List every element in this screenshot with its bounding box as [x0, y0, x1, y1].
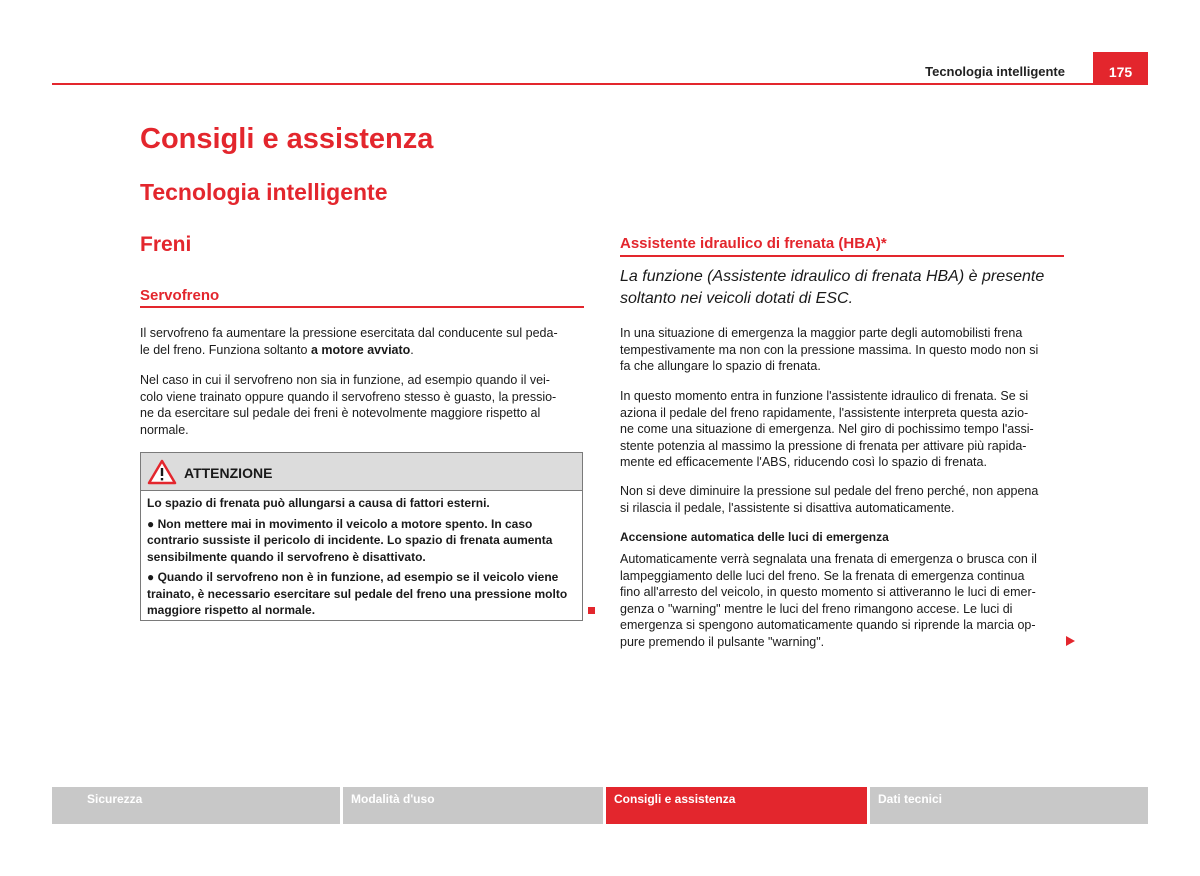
paragraph-hba-4	[620, 551, 1070, 650]
warning-triangle-icon	[147, 459, 177, 485]
paragraph-hba-2	[620, 388, 1070, 471]
text-line: pure premendo il pulsante "warning".	[620, 634, 825, 649]
warning-box	[140, 452, 583, 621]
text-line: In questo momento entra in funzione l'assistente idraulico di frenata. Se si	[620, 389, 1029, 403]
text-line: aziona il pedale del freno rapidamente, l'assistente interpreta questa azio-	[620, 405, 1029, 420]
intro-note	[620, 266, 1065, 309]
tab-modalita-uso[interactable]: Modalità d'uso	[343, 787, 603, 824]
text-line: Automaticamente verrà segnalata una frenata di emergenza o brusca con il	[620, 552, 1037, 566]
text-line: La funzione (Assistente idraulico di frenata HBA) è presente	[620, 268, 1045, 285]
continue-arrow-icon	[1066, 636, 1075, 646]
text-line: In una situazione di emergenza la maggior parte degli automobilisti frena	[620, 326, 1023, 340]
text-line: si rilascia il pedale, l'assistente si disattiva automaticamente.	[620, 500, 955, 515]
text-line: le del freno. Funziona soltanto a motore avviato.	[140, 342, 414, 357]
text-line: ne come una situazione di emergenza. Nel giro di pochissimo tempo l'assi-	[620, 422, 1034, 436]
bold-phrase: a motore avviato	[310, 342, 411, 357]
paragraph-hba-1	[620, 325, 1070, 375]
text-line: genza o "warning" mentre le luci del freno rimangono accese. Le luci di	[620, 601, 1013, 616]
header-rule	[52, 83, 1148, 85]
heading-freni: Freni	[140, 233, 192, 256]
text-line: tempestivamente ma non con la pressione massima. In questo modo non si	[620, 342, 1039, 357]
subheading-servofreno: Servofreno	[140, 287, 220, 304]
warning-header	[141, 453, 582, 491]
text-line: fa che allungare lo spazio di frenata.	[620, 359, 821, 373]
text-line: Non si deve diminuire la pressione sul pedale del freno perché, non appena	[620, 484, 1039, 498]
warning-title: ATTENZIONE	[184, 465, 273, 481]
text-line: ne da esercitare sul pedale dei freni è notevolmente maggiore rispetto al	[140, 406, 541, 420]
text-line: Il servofreno fa aumentare la pressione esercitata dal conducente sul peda-	[140, 326, 558, 340]
warning-lead: Lo spazio di frenata può allungarsi a causa di fattori esterni.	[147, 496, 490, 510]
text-line: colo viene trainato oppure quando il servofreno stesso è guasto, la pressio-	[140, 389, 557, 404]
text-line: emergenza si spengono automaticamente quando si riprende la marcia op-	[620, 618, 1036, 632]
subheading-rule	[140, 306, 584, 308]
subheading-hba: Assistente idraulico di frenata (HBA)*	[620, 235, 887, 252]
warning-bullet: ● Non mettere mai in movimento il veicolo a motore spento. In caso contrario sussiste il pericolo di incidente. Lo spazio di frenata aumenta sensibilmente quando il servofreno è disattivato.	[147, 516, 553, 564]
warning-bullet: ● Quando il servofreno non è in funzione, ad esempio se il veicolo viene trainato, è necessario esercitare sul pedale del freno una pressione molto maggiore rispetto al normale.	[147, 570, 568, 617]
section-title: Tecnologia intelligente	[140, 179, 388, 205]
text-line: mente ed efficacemente l'ABS, riducendo così lo spazio di frenata.	[620, 455, 987, 469]
tab-sicurezza[interactable]: Sicurezza	[52, 787, 340, 824]
tab-consigli-assistenza[interactable]: Consigli e assistenza	[606, 787, 867, 824]
tab-dati-tecnici[interactable]: Dati tecnici	[870, 787, 1148, 824]
mini-heading-luci-emergenza: Accensione automatica delle luci di emergenza	[620, 530, 889, 544]
page-number: 175	[1093, 52, 1148, 84]
paragraph-servofreno-1	[140, 325, 590, 358]
subheading-rule	[620, 255, 1064, 257]
paragraph-servofreno-2	[140, 372, 590, 438]
text-line: fino all'arresto del veicolo, in questo momento si attiveranno le luci di emer-	[620, 585, 1036, 599]
running-title: Tecnologia intelligente	[925, 64, 1065, 79]
text-line: stente potenzia al massimo la pressione di frenata per attivare più rapida-	[620, 438, 1027, 453]
paragraph-hba-3	[620, 483, 1070, 516]
text-line: soltanto nei veicoli dotati di ESC.	[620, 289, 854, 307]
text-line: normale.	[140, 422, 189, 437]
end-square-icon	[588, 607, 595, 614]
text-line: Nel caso in cui il servofreno non sia in funzione, ad esempio quando il vei-	[140, 373, 550, 387]
warning-body	[147, 495, 572, 623]
chapter-title: Consigli e assistenza	[140, 123, 434, 155]
text-line: lampeggiamento delle luci del freno. Se la frenata di emergenza continua	[620, 568, 1025, 583]
